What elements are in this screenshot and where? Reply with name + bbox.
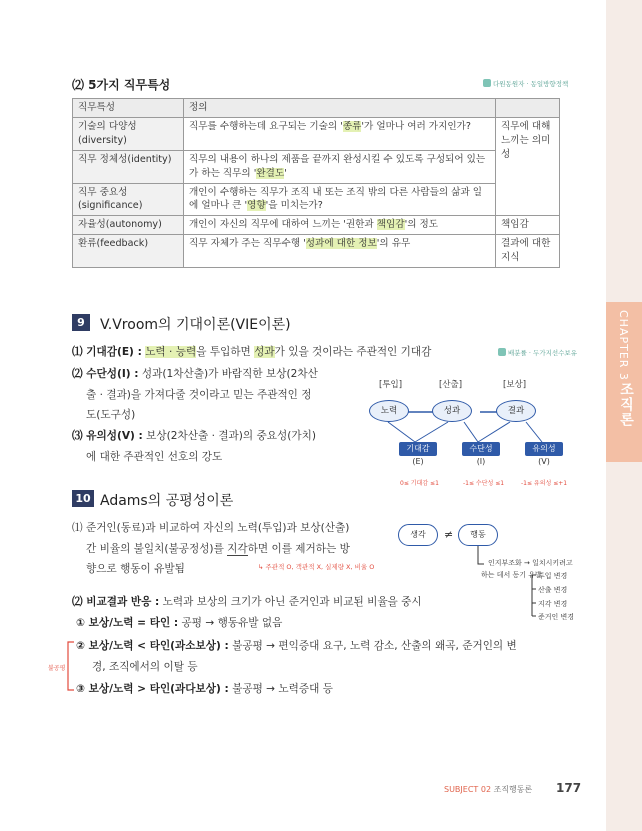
table-cell-def xyxy=(184,216,496,235)
para-text: 보상(2차산출 · 결과)의 중요성(가치) xyxy=(146,430,316,442)
table-cell-outcome: 책임감 xyxy=(496,216,560,235)
instrumentality-paragraph xyxy=(72,364,362,426)
table-cell-def xyxy=(184,183,496,216)
result-item-2 xyxy=(76,636,586,677)
tag-icon xyxy=(483,79,491,87)
def-text: 직무를 수행하는데 요구되는 기술의 ' xyxy=(189,120,343,132)
footer-subject xyxy=(444,784,532,795)
chapter-title: 조직론 xyxy=(618,382,634,427)
def-text: 개인이 수행하는 직무가 조직 내 또는 조직 밖의 다른 사람들의 삶과 일에 얼마나 큰 ' xyxy=(189,186,483,212)
connector-line xyxy=(388,422,415,442)
def-highlight: 책임감 xyxy=(376,219,405,231)
table-row xyxy=(73,150,560,183)
para-label: ⑵ 비교결과 반응 : xyxy=(72,596,160,608)
adams-item: 투입 변경 xyxy=(538,572,568,580)
box-sub: (E) xyxy=(412,457,424,466)
para-line xyxy=(76,636,586,657)
def-highlight: 영향 xyxy=(247,200,266,212)
box-instrumentality: 수단성 xyxy=(462,442,500,456)
adams-item: 산출 변경 xyxy=(538,586,568,594)
section-number: 10 xyxy=(72,490,94,507)
item-label: ① 보상/노력 = 타인 : xyxy=(76,617,179,629)
para-label: ⑴ 기대감(E) : xyxy=(72,346,142,358)
table-header-cell: 직무특성 xyxy=(73,99,184,118)
def-text: '가 얼마나 여러 가지인가? xyxy=(361,120,471,132)
valence-paragraph xyxy=(72,426,362,467)
tag-text: 다원동원자 · 동일방향정책 xyxy=(493,80,569,88)
footer-subject-name: 조직행동론 xyxy=(493,785,533,794)
table-cell-def xyxy=(184,235,496,268)
tag-text: 배분률 · 두가지선수보유 xyxy=(508,349,577,357)
stage-label: [투입] xyxy=(379,380,403,390)
table-cell-outcome: 직무에 대해 느끼는 의미성 xyxy=(496,117,560,215)
table-row xyxy=(73,235,560,268)
item-text: 불공평 → 편익증대 요구, 노력 감소, 산출의 왜곡, 준거인의 변 xyxy=(232,640,517,652)
pill-behavior: 행동 xyxy=(458,524,498,546)
para-line: 도(도구성) xyxy=(86,409,136,422)
range-note: 0≤ 기대감 ≤1 xyxy=(400,480,439,487)
def-text: '의 유무 xyxy=(376,238,411,250)
connector-line xyxy=(478,546,484,564)
table-cell-def xyxy=(184,150,496,183)
adams-item: 준거인 변경 xyxy=(538,613,575,621)
item-text: 공평 → 행동유발 없음 xyxy=(181,617,283,629)
para-line: 에 대한 주관적인 선호의 강도 xyxy=(86,450,223,463)
range-note: -1≤ 유의성 ≤+1 xyxy=(521,480,568,487)
para-line xyxy=(72,426,362,447)
perception-note: ↳ 주관적 O, 객관적 X, 실제량 X, 비율 O xyxy=(258,563,375,571)
para-text: 성과(1차산출)가 바람직한 보상(2차산 xyxy=(141,368,318,380)
box-expectancy: 기대감 xyxy=(399,442,437,456)
inequity-bracket xyxy=(64,640,76,692)
para-line: 출 · 결과)을 가져다줄 것이라고 믿는 주관적인 정 xyxy=(86,388,312,401)
def-text: 직무의 내용이 하나의 제품을 끝까지 완성시킬 수 있도록 구성되어 있는가 하는 직무의 ' xyxy=(189,153,486,179)
def-text: ' xyxy=(284,167,287,179)
section-number: 9 xyxy=(72,314,90,331)
node-effort: 노력 xyxy=(369,400,409,422)
result-item-3 xyxy=(76,679,333,700)
def-text: '을 미치는가? xyxy=(265,200,323,212)
para-text: 을 투입하면 xyxy=(196,346,255,358)
stage-label: [산출] xyxy=(439,380,463,390)
item-text: 불공평 → 노력증대 등 xyxy=(232,683,333,695)
para-highlight: 노력 · 능력 xyxy=(145,346,197,358)
table-cell-name: 자율성(autonomy) xyxy=(73,216,184,235)
inequity-label: 불공평 xyxy=(48,665,66,672)
para-highlight: 성과 xyxy=(254,346,275,358)
stage-label: [보상] xyxy=(503,380,527,390)
def-text: 개인이 자신의 직무에 대하여 느끼는 '권한과 xyxy=(189,219,377,231)
table-header-cell xyxy=(496,99,560,118)
connector-line xyxy=(464,422,478,442)
para-line: 향으로 행동이 유발됨 xyxy=(86,563,185,576)
not-equal-sign: ≠ xyxy=(444,528,454,541)
section9-tag xyxy=(498,348,577,357)
adams-item: 지각 변경 xyxy=(538,600,568,608)
para-text: 간 비율의 불일치(불공정성)를 xyxy=(86,542,228,555)
para-text: 가 있을 것이라는 주관적인 기대감 xyxy=(274,346,432,358)
connector-line xyxy=(478,422,510,442)
range-note: -1≤ 수단성 ≤1 xyxy=(463,480,505,487)
def-text: 직무 자체가 주는 직무수행 ' xyxy=(189,238,306,250)
adams-desc: 인지부조화 → 일치시키려고 xyxy=(488,559,573,567)
node-performance: 성과 xyxy=(432,400,472,422)
def-highlight: 완결도 xyxy=(256,167,285,179)
connector-line xyxy=(526,422,542,442)
item-label: ② 보상/노력 < 타인(과소보상) : xyxy=(76,640,229,652)
table-row xyxy=(73,117,560,150)
tag-icon xyxy=(498,348,506,356)
result-item-1 xyxy=(76,613,282,634)
table-header-row xyxy=(73,99,560,118)
pill-thought: 생각 xyxy=(398,524,438,546)
expectancy-paragraph xyxy=(72,342,431,363)
table-cell-name: 직무 정체성(identity) xyxy=(73,150,184,183)
box-valence: 유의성 xyxy=(525,442,563,456)
para-line: ⑴ 준거인(동료)과 비교하여 자신의 노력(투입)과 보상(산출) xyxy=(72,522,350,534)
def-highlight: 종류 xyxy=(342,120,362,132)
chapter-label: CHAPTER 3 xyxy=(617,310,630,381)
section-title: Adams의 공평성이론 xyxy=(100,493,234,509)
table-cell-name: 환류(feedback) xyxy=(73,235,184,268)
comparison-paragraph xyxy=(72,592,422,613)
connector-ticks xyxy=(532,575,536,616)
connector-line xyxy=(415,422,448,442)
footer-subject-code: SUBJECT 02 xyxy=(444,785,492,794)
para-text: 하면 이를 제거하는 방 xyxy=(247,542,350,555)
table-cell-def xyxy=(184,117,496,150)
para-line xyxy=(72,539,402,560)
para-line xyxy=(72,364,362,385)
table-header-cell: 정의 xyxy=(184,99,496,118)
table-cell-name: 기술의 다양성(diversity) xyxy=(73,117,184,150)
para-label: ⑵ 수단성(I) : xyxy=(72,368,139,380)
para-label: ⑶ 유의성(V) : xyxy=(72,430,143,442)
box-sub: (I) xyxy=(476,457,486,466)
table-row xyxy=(73,216,560,235)
chapter-tab xyxy=(606,302,642,462)
job-characteristics-table xyxy=(72,98,560,268)
para-line: 경, 조직에서의 이탈 등 xyxy=(92,660,198,673)
para-underline: 지각 xyxy=(227,542,248,555)
table-cell-outcome: 결과에 대한 지식 xyxy=(496,235,560,268)
item-label: ③ 보상/노력 > 타인(과다보상) : xyxy=(76,683,229,695)
table-cell-name: 직무 중요성 (significance) xyxy=(73,183,184,216)
page-number: 177 xyxy=(556,781,582,795)
def-text: '의 정도 xyxy=(404,219,439,231)
table-row xyxy=(73,183,560,216)
def-highlight: 성과에 대한 정보 xyxy=(305,238,377,250)
para-text: 노력과 보상의 크기가 아닌 준거인과 비교된 비율을 중시 xyxy=(162,596,422,608)
adams-desc: 하는 데서 동기 유발 xyxy=(481,571,542,579)
node-outcome: 결과 xyxy=(496,400,536,422)
section-title: V.Vroom의 기대이론(VIE이론) xyxy=(100,317,291,333)
job-section-tag xyxy=(483,79,568,88)
job-section-title: ⑵ 5가지 직무특성 xyxy=(72,78,171,92)
box-sub: (V) xyxy=(538,457,550,466)
note-text: 주관적 O, 객관적 X, 실제량 X, 비율 O xyxy=(265,563,375,571)
